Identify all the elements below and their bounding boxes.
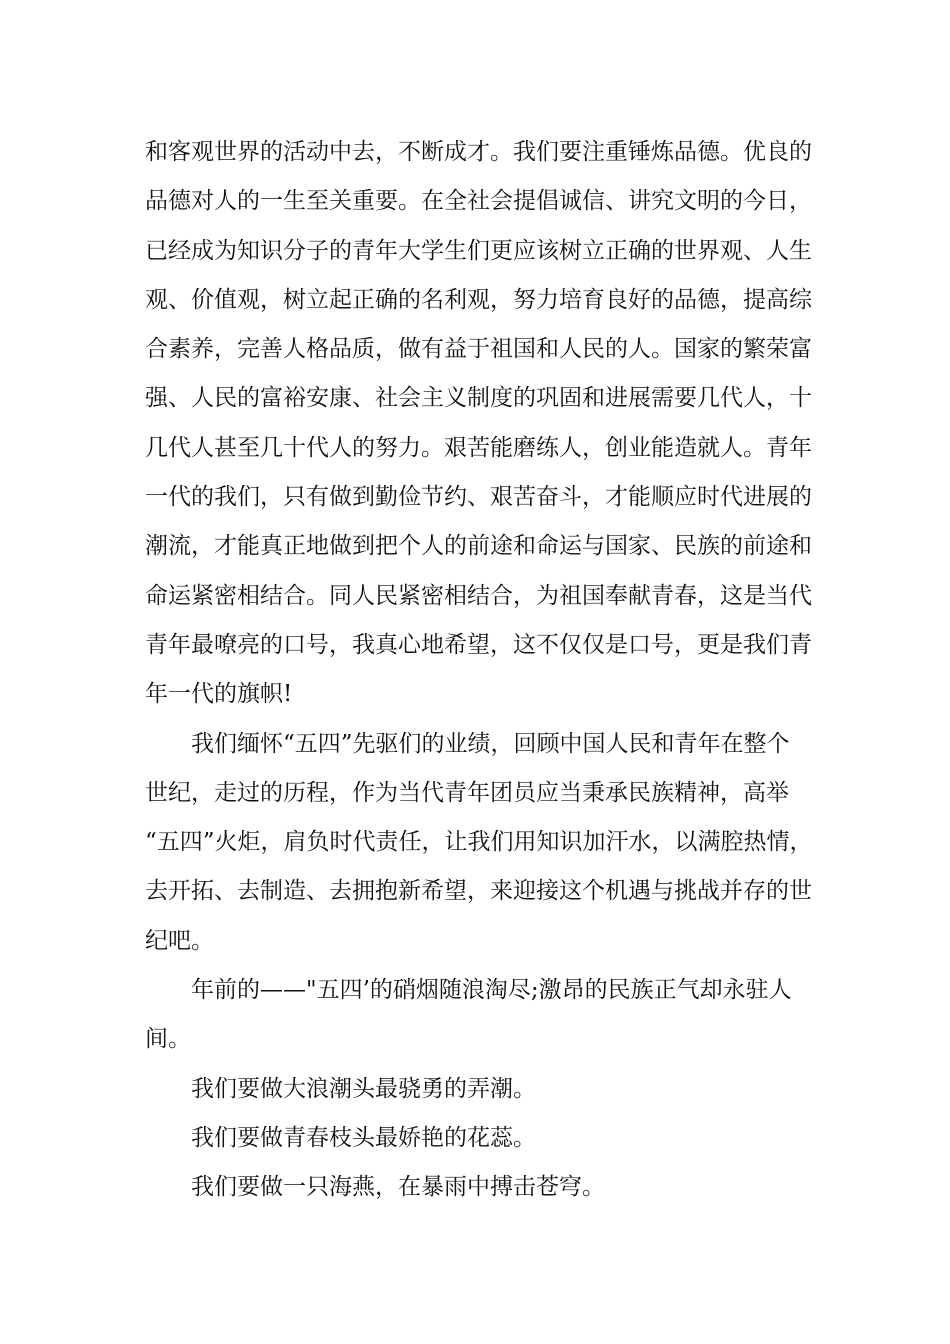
text-line: 已经成为知识分子的青年大学生们更应该树立正确的世界观、人生 <box>145 237 812 264</box>
text-line: 纪吧。 <box>145 927 214 954</box>
text-line: 去开拓、去制造、去拥抱新希望，来迎接这个机遇与挑战并存的世 <box>145 878 812 905</box>
text-line: 青年最嘹亮的口号，我真心地希望，这不仅仅是口号，更是我们青 <box>145 631 812 658</box>
text-line: 几代人甚至几十代人的努力。艰苦能磨练人，创业能造就人。青年 <box>145 434 812 461</box>
text-line: 我们要做一只海燕，在暴雨中搏击苍穹。 <box>191 1174 605 1201</box>
paragraph <box>145 720 825 966</box>
text-line: 我们要做大浪潮头最骁勇的弄潮。 <box>191 1075 536 1102</box>
text-line: 一代的我们，只有做到勤俭节约、艰苦奋斗，才能顺应时代进展的 <box>145 484 812 511</box>
text-line: 我们要做青春枝头最娇艳的花蕊。 <box>191 1124 536 1151</box>
text-line: 潮流，才能真正地做到把个人的前途和命运与国家、民族的前途和 <box>145 533 812 560</box>
paragraph <box>145 128 825 720</box>
text-line: 年一代的旗帜! <box>145 681 293 708</box>
paragraph <box>145 1065 825 1114</box>
text-line: 和客观世界的活动中去，不断成才。我们要注重锤炼品德。优良的 <box>145 139 812 165</box>
text-line: 品德对人的一生至关重要。在全社会提倡诚信、讲究文明的今日， <box>145 188 812 215</box>
paragraph <box>145 966 825 1065</box>
paragraph <box>145 1114 825 1163</box>
text-line: 强、人民的富裕安康、社会主义制度的巩固和进展需要几代人，十 <box>145 385 812 412</box>
text-line: 间。 <box>145 1026 191 1053</box>
paragraph <box>145 1163 825 1212</box>
text-line: 观、价值观，树立起正确的名利观，努力培育良好的品德，提高综 <box>145 286 812 313</box>
text-line: 合素养，完善人格品质，做有益于祖国和人民的人。国家的繁荣富 <box>145 336 812 363</box>
text-line: 命运紧密相结合。同人民紧密相结合，为祖国奉献青春，这是当代 <box>145 582 812 609</box>
text-line: 年前的——"五四’的硝烟随浪淘尽;激昂的民族正气却永驻人 <box>191 977 792 1004</box>
text-line: 我们缅怀“五四”先驱们的业绩，回顾中国人民和青年在整个 <box>191 730 790 757</box>
document-body <box>145 128 825 1213</box>
text-line: 世纪，走过的历程，作为当代青年团员应当秉承民族精神，高举 <box>145 779 789 806</box>
text-line: “五四”火炬，肩负时代责任，让我们用知识加汗水，以满腔热情， <box>145 829 813 856</box>
